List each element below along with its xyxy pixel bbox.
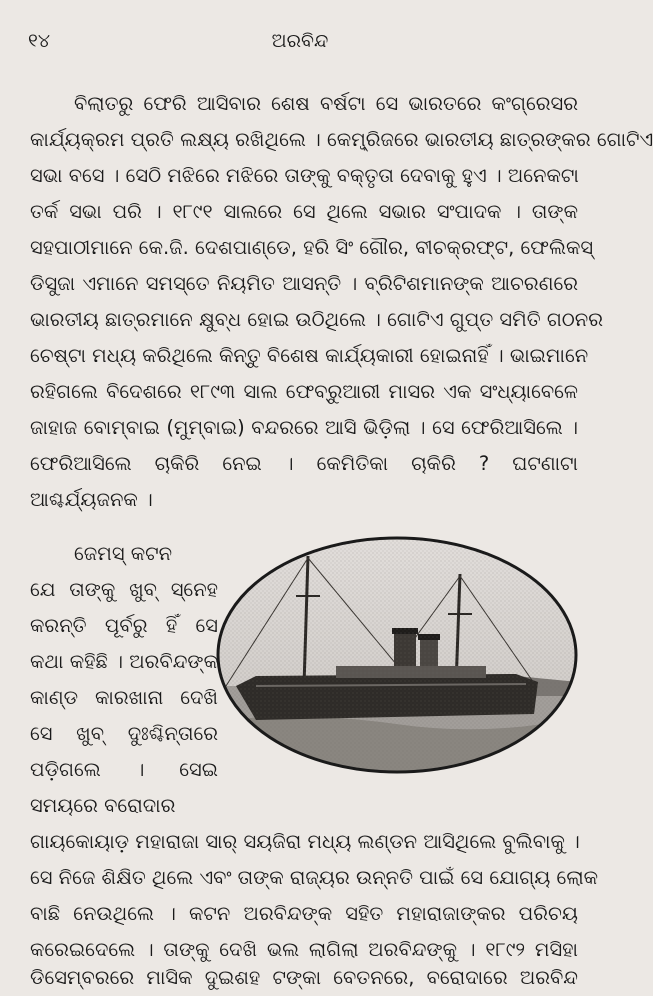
text-line: ସଭା ବସେ । ସେଠି ମଝିରେ ମଝିରେ ତାଙ୍କୁ ବକ୍ତୃତା ଦେବାକୁ ହୁଏ । ଅନେକଟା bbox=[30, 164, 579, 187]
page-number: ୧୪ bbox=[28, 30, 51, 52]
text-line-wrapped: ସେ ଖୁବ୍ ଦୁଃଶ୍ଚିନ୍ତାରେ bbox=[30, 722, 218, 745]
running-title: ଅରବିନ୍ଦ bbox=[271, 30, 329, 52]
text-line: ଜାହାଜ ବୋମ୍ବାଇ (ମୁମ୍ବାଇ) ବନ୍ଦରରେ ଆସି ଭିଡ଼ିଲା । ସେ ଫେରିଆସିଲେ । bbox=[30, 416, 578, 439]
text-line: ତର୍କ ସଭା ପରି । ୧୮୯୧ ସାଲରେ ସେ ଥିଲେ ସଭାର ସଂପାଦକ । ତାଙ୍କ bbox=[30, 200, 578, 223]
text-line: ଭାରତୀୟ ଛାତ୍ରମାନେ କ୍ଷୁବ୍ଧ ହୋଇ ଉଠିଥିଲେ । ଗୋଟିଏ ଗୁପ୍ତ ସମିତି ଗଠନର bbox=[30, 308, 604, 331]
text-line: ଆଶ୍ଚର୍ଯ୍ୟଜନକ । bbox=[30, 488, 153, 511]
text-line: ରହିଗଲେ ବିଦେଶରେ ୧୮୯୩ ସାଲ ଫେବ୍ରୁଆରୀ ମାସର ଏକ ସଂଧ୍ୟାବେଳେ bbox=[30, 380, 578, 403]
text-line: ବିଲାତରୁ ଫେରି ଆସିବାର ଶେଷ ବର୍ଷଟା ସେ ଭାରତରେ କଂଗ୍ରେସର bbox=[74, 92, 578, 115]
text-line: ଚେଷ୍ଟା ମଧ୍ୟ କରିଥିଲେ କିନ୍ତୁ ବିଶେଷ କାର୍ଯ୍ୟକାରୀ ହୋଇନାହିଁ । ଭାଇମାନେ bbox=[30, 344, 589, 367]
text-line: ଫେରିଆସିଲେ ଚାକିରି ନେଇ । କେମିତିକା ଚାକିରି ? ଘଟଣାଟା bbox=[30, 452, 578, 475]
steamship-photo bbox=[216, 536, 578, 774]
text-line: ଗାୟକୋୟାଡ଼ ମହାରାଜା ସାର୍ ସୟଜିରା ମଧ୍ୟ ଲଣ୍ଡନ ଆସିଥିଲେ ବୁଲିବାକୁ । bbox=[30, 830, 580, 853]
text-line-wrapped: ଯେ ତାଙ୍କୁ ଖୁବ୍ ସ୍ନେହ bbox=[30, 578, 218, 601]
text-line: କାର୍ଯ୍ୟକ୍ରମ ପ୍ରତି ଲକ୍ଷ୍ୟ ରଖିଥିଲେ । କେମ୍ବ୍ରିଜରେ ଭାରତୀୟ ଛାତ୍ରଙ୍କର ଗୋଟିଏ bbox=[30, 128, 653, 151]
text-line: ସହପାଠୀମାନେ କେ.ଜି. ଦେଶପାଣ୍ଡେ, ହରି ସିଂ ଗୌର, ବୀଚକ୍ରଫ୍ଟ, ଫେଲିକସ୍ bbox=[30, 236, 594, 259]
text-line-wrapped: କଥା କହିଛି । ଅରବିନ୍ଦଙ୍କ bbox=[30, 650, 218, 673]
text-line-wrapped: ସମୟରେ ବରୋଦାର bbox=[30, 794, 176, 817]
text-line: ସେ ନିଜେ ଶିକ୍ଷିତ ଥିଲେ ଏବଂ ତାଙ୍କ ରାଜ୍ୟର ଉନ୍ନତି ପାଇଁ ସେ ଯୋଗ୍ୟ ଲୋକ bbox=[30, 866, 599, 889]
text-line-wrapped: ପଡ଼ିଗଲେ । ସେଇ bbox=[30, 758, 218, 781]
page-header bbox=[0, 30, 600, 60]
text-line-wrapped: କରନ୍ତି ପୂର୍ବରୁ ହିଁ ସେ bbox=[30, 614, 218, 637]
text-line: ଡିସୁଜା ଏମାନେ ସମସ୍ତେ ନିୟମିତ ଆସନ୍ତି । ବ୍ରିଟିଶମାନଙ୍କ ଆଚରଣରେ bbox=[30, 272, 578, 295]
text-line-wrapped: କାଣ୍ଡ କାରଖାନା ଦେଖି bbox=[30, 686, 218, 709]
text-line: ବାଛି ନେଉଥିଲେ । କଟନ ଅରବିନ୍ଦଙ୍କ ସହିତ ମହାରାଜାଙ୍କର ପରିଚୟ bbox=[30, 902, 578, 925]
text-line-wrapped: ଜେମସ୍ କଟନ bbox=[74, 542, 173, 565]
text-line: କରେଇଦେଲେ । ତାଙ୍କୁ ଦେଖି ଭଲ ଲାଗିଲା ଅରବିନ୍ଦଙ୍କୁ । ୧୮୯୨ ମସିହା bbox=[30, 938, 578, 961]
text-line: ଡିସେମ୍ବରରେ ମାସିକ ଦୁଇଶହ ଟଙ୍କା ବେତନରେ, ବରୋଦାରେ ଅରବିନ୍ଦ bbox=[30, 966, 578, 989]
